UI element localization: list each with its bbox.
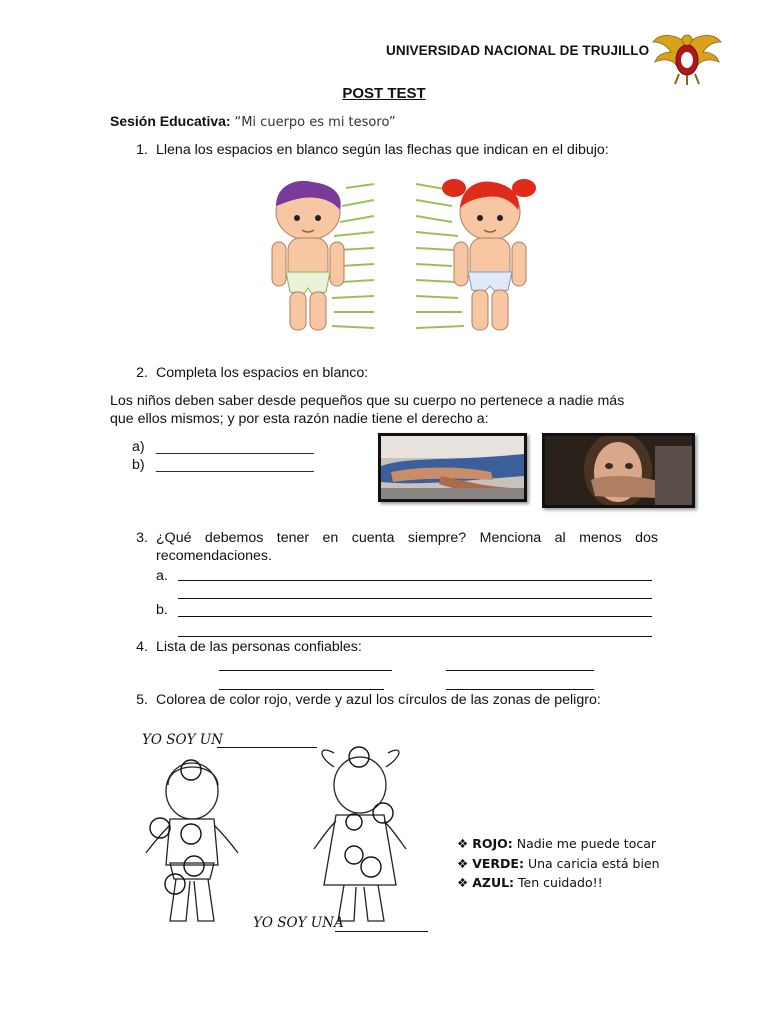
session-label: Sesión Educativa: <box>110 113 231 129</box>
q3-text: ¿Qué debemos tener en cuenta siempre? Menciona al menos dos recomendaciones. <box>156 530 658 564</box>
trusted-person-line-3[interactable] <box>219 689 384 690</box>
q2-number: 2. <box>136 365 148 381</box>
q2-a-blank: ____________________ <box>156 439 314 455</box>
q1-number: 1. <box>136 142 148 158</box>
university-name: UNIVERSIDAD NACIONAL DE TRUJILLO <box>386 43 650 58</box>
coloring-figures <box>140 745 420 930</box>
q3-b-line-2[interactable] <box>178 636 652 637</box>
q5-number: 5. <box>136 692 148 708</box>
touching-photo <box>378 433 527 502</box>
page-title: POST TEST <box>342 85 426 102</box>
legend-key: ROJO: <box>472 836 513 851</box>
girl-blank-line[interactable] <box>335 931 428 932</box>
trusted-person-line-4[interactable] <box>446 689 594 690</box>
q3-b-label: b. <box>156 602 168 618</box>
q2-b-label: b) <box>132 457 145 473</box>
diamond-bullet-icon: ❖ <box>457 836 469 851</box>
boy-figure-image <box>262 176 382 336</box>
boy-label: YO SOY UN <box>142 732 223 748</box>
session-line <box>110 113 396 130</box>
girl-figure-image <box>412 176 537 336</box>
q2-paragraph: Los niños deben saber desde pequeños que su cuerpo no pertenece a nadie más que ellos mismos; y por esta razón nadie tiene el derecho a: <box>110 393 625 427</box>
legend-key: VERDE: <box>472 856 524 871</box>
q4-text: Lista de las personas confiables: <box>156 639 362 655</box>
eagle-crest-icon <box>651 30 723 86</box>
q1-text: Llena los espacios en blanco según las flechas que indican en el dibujo: <box>156 142 609 158</box>
session-topic: “Mi cuerpo es mi tesoro” <box>234 115 396 130</box>
q3-a-line-1[interactable] <box>178 580 652 581</box>
diamond-bullet-icon: ❖ <box>457 875 469 890</box>
q3-a-label: a. <box>156 568 168 584</box>
trusted-person-line-2[interactable] <box>446 670 594 671</box>
legend-text: Nadie me puede tocar <box>516 836 657 851</box>
legend-item-rojo <box>457 836 656 851</box>
diamond-bullet-icon: ❖ <box>457 856 469 871</box>
q2-b-blank: ____________________ <box>156 457 314 473</box>
q3-number: 3. <box>136 530 148 546</box>
q2-text: Completa los espacios en blanco: <box>156 365 369 381</box>
legend-text: Una caricia está bien <box>527 856 660 871</box>
q5-text: Colorea de color rojo, verde y azul los círculos de las zonas de peligro: <box>156 692 601 708</box>
q3-a-line-2[interactable] <box>178 598 652 599</box>
covered-mouth-photo <box>542 433 695 508</box>
q3-b-line-1[interactable] <box>178 616 652 617</box>
girl-label: YO SOY UNA <box>253 915 344 931</box>
legend-text: Ten cuidado!! <box>518 875 603 890</box>
trusted-person-line-1[interactable] <box>219 670 392 671</box>
q4-number: 4. <box>136 639 148 655</box>
q2-a-label: a) <box>132 439 145 455</box>
legend-key: AZUL: <box>472 875 515 890</box>
legend-item-azul <box>457 875 603 890</box>
legend-item-verde <box>457 856 660 871</box>
